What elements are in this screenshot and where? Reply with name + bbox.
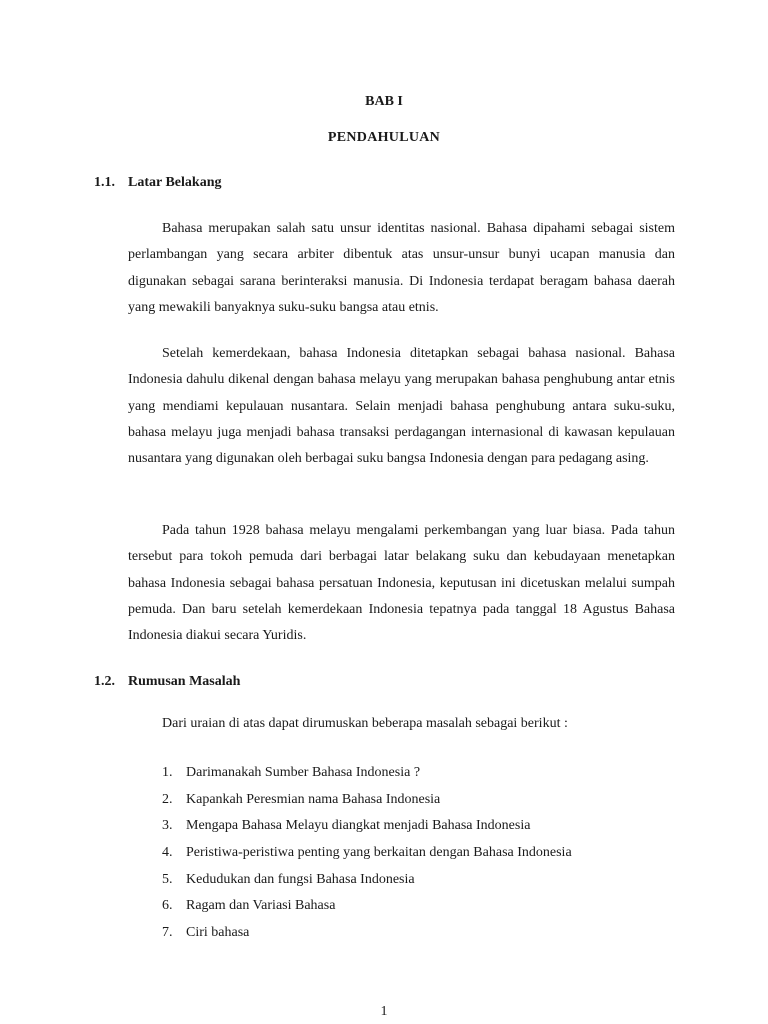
list-item [162,840,572,867]
list-item-text: Ciri bahasa [186,925,250,941]
list-item [162,867,572,894]
list-item [162,813,572,840]
page-number: 1 [380,1004,388,1019]
problem-list [162,760,572,947]
list-item-number: 5. [162,871,173,887]
list-item [162,760,572,787]
list-item [162,893,572,920]
list-item-text: Darimanakah Sumber Bahasa Indonesia ? [186,765,421,780]
list-item-text: Kedudukan dan fungsi Bahasa Indonesia [186,871,415,887]
list-item-text: Peristiwa-peristiwa penting yang berkaitan dengan Bahasa Indonesia [186,845,572,861]
list-item-number: 7. [162,925,173,941]
list-item-number: 2. [162,791,173,807]
section-heading-rumusan-masalah [94,674,240,690]
section-title: Rumusan Masalah [128,674,241,689]
list-item-number: 4. [162,845,173,861]
section-number: 1.1. [94,175,115,190]
paragraph: Bahasa merupakan salah satu unsur identitas nasional. Bahasa dipahami sebagai sistem perlambangan yang secara arbiter dibentuk atas unsur-unsur bunyi ucapan manusia dan digunakan sebagai sarana berinteraksi manusia. Di Indonesia terdapat beragam bahasa daerah yang mewakili banyaknya suku-suku bangsa atau etnis. [128,221,675,315]
paragraph: Pada tahun 1928 bahasa melayu mengalami perkembangan yang luar biasa. Pada tahun tersebut para tokoh pemuda dari berbagai latar belakang suku dan kebudayaan menetapkan bahasa Indonesia sebagai bahasa persatuan Indonesia, keputusan ini dicetuskan melalui sumpah pemuda. Dan baru setelah kemerdekaan Indonesia tepatnya pada tanggal 18 Agustus Bahasa Indonesia diakui secara Yuridis. [128,523,675,644]
section-number: 1.2. [94,674,115,689]
list-item-text: Kapankah Peresmian nama Bahasa Indonesia [186,791,441,807]
list-item-number: 6. [162,898,173,914]
list-item [162,787,572,814]
list-item-text: Ragam dan Variasi Bahasa [186,898,336,914]
chapter-title: PENDAHULUAN [327,130,441,145]
list-item-text: Mengapa Bahasa Melayu diangkat menjadi Bahasa Indonesia [186,818,531,834]
chapter-label: BAB I [365,94,403,109]
list-item-number: 3. [162,818,173,834]
list-item [162,920,572,947]
list-intro: Dari uraian di atas dapat dirumuskan beberapa masalah sebagai berikut : [162,716,568,731]
section-title: Latar Belakang [128,175,222,190]
list-item-number: 1. [162,765,173,780]
paragraph: Setelah kemerdekaan, bahasa Indonesia ditetapkan sebagai bahasa nasional. Bahasa Indonesia dahulu dikenal dengan bahasa melayu yang merupakan bahasa penghubung antar etnis yang mendiami kepulauan nusantara. Selain menjadi bahasa penghubung antara suku-suku, bahasa melayu juga menjadi bahasa transaksi perdagangan internasional di kawasan kepulauan nusantara yang digunakan oleh berbagai suku bangsa Indonesia dengan para pedagang asing. [128,346,675,467]
section-heading-latar-belakang [94,175,221,191]
